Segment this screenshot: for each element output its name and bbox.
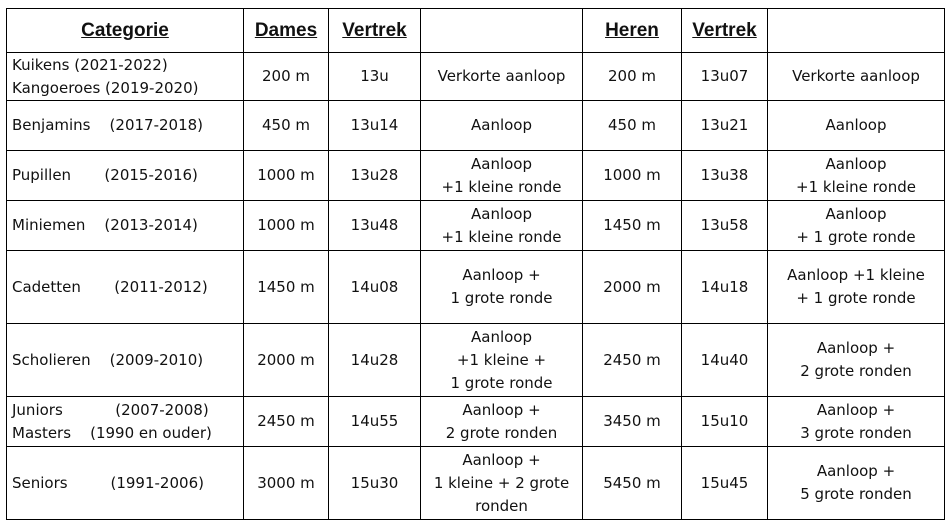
heren-parcours-cell [768,447,945,520]
table-row [7,397,945,447]
heren-parcours-cell [768,201,945,251]
header-vertrek-heren: Vertrek [682,9,768,53]
dames-parcours-cell-line: 1 grote ronde [450,289,553,307]
dames-parcours-cell-line: 1 grote ronde [450,373,553,392]
heren-parcours-cell-line: Aanloop [825,204,887,223]
category-cell-line: Masters (1990 en ouder) [12,423,212,442]
heren-distance-cell: 2000 m [583,251,682,324]
dames-distance-cell: 2450 m [244,397,329,447]
header-vertrek-dames: Vertrek [329,9,421,53]
table-row [7,324,945,397]
category-cell [7,447,244,520]
category-cell [7,101,244,151]
dames-parcours-cell-line: Aanloop [470,204,532,223]
heren-distance-cell: 450 m [583,101,682,151]
heren-parcours-cell-line: Aanloop + [816,400,896,419]
heren-vertrek-cell: 15u10 [682,397,768,447]
dames-distance-cell: 1450 m [244,251,329,324]
heren-parcours-cell-line: 5 grote ronden [800,485,912,503]
heren-vertrek-cell: 13u58 [682,201,768,251]
heren-parcours-cell [768,101,945,151]
dames-vertrek-cell: 15u30 [329,447,421,520]
table-row [7,101,945,151]
category-cell-line: Miniemen (2013-2014) [12,216,198,234]
heren-vertrek-cell: 13u21 [682,101,768,151]
dames-parcours-cell [421,151,583,201]
heren-parcours-cell-line: Aanloop [825,116,887,134]
schedule-table [6,8,945,520]
heren-distance-cell: 200 m [583,53,682,101]
heren-vertrek-cell: 14u40 [682,324,768,397]
dames-parcours-cell-line: +1 kleine ronde [441,177,562,196]
category-cell-line: Kuikens (2021-2022) [12,55,168,74]
table-row [7,447,945,520]
dames-parcours-cell-line: +1 kleine ronde [441,227,562,246]
dames-parcours-cell [421,447,583,520]
category-cell-line: Benjamins (2017-2018) [12,116,204,134]
dames-parcours-cell [421,53,583,101]
dames-parcours-cell-line: Aanloop [470,327,532,346]
dames-vertrek-cell: 14u28 [329,324,421,397]
dames-parcours-cell-line: Aanloop + [462,450,541,469]
heren-parcours-cell [768,251,945,324]
dames-parcours-cell-line: Verkorte aanloop [437,67,566,85]
heren-parcours-cell-line: Aanloop + [816,339,896,357]
heren-parcours-cell-line: + 1 grote ronde [796,289,916,307]
heren-distance-cell: 3450 m [583,397,682,447]
heren-parcours-cell-line: Aanloop [825,154,887,173]
category-cell-line: Kangoeroes (2019-2020) [12,78,199,97]
heren-vertrek-cell: 13u38 [682,151,768,201]
category-cell-line: Seniors (1991-2006) [12,473,204,492]
heren-parcours-cell-line: 3 grote ronden [800,423,912,442]
dames-vertrek-cell: 14u08 [329,251,421,324]
heren-parcours-cell-line: 2 grote ronden [800,362,912,380]
heren-vertrek-cell: 13u07 [682,53,768,101]
dames-parcours-cell [421,251,583,324]
heren-parcours-cell [768,151,945,201]
category-cell [7,201,244,251]
heren-vertrek-cell: 15u45 [682,447,768,520]
dames-parcours-cell [421,397,583,447]
table-row [7,151,945,201]
dames-parcours-cell-line: Aanloop [470,154,532,173]
heren-vertrek-cell: 14u18 [682,251,768,324]
category-cell-line: Scholieren (2009-2010) [12,350,204,369]
category-cell-line: Pupillen (2015-2016) [12,166,198,184]
table-row [7,53,945,101]
dames-distance-cell: 2000 m [244,324,329,397]
table-row [7,201,945,251]
heren-parcours-cell-line: Aanloop + [816,462,896,480]
heren-distance-cell: 1450 m [583,201,682,251]
heren-parcours-cell [768,397,945,447]
heren-parcours-cell-line: +1 kleine ronde [796,177,916,196]
dames-vertrek-cell: 13u48 [329,201,421,251]
dames-vertrek-cell: 13u28 [329,151,421,201]
dames-distance-cell: 1000 m [244,151,329,201]
dames-parcours-cell [421,201,583,251]
category-cell-line: Juniors (2007-2008) [12,400,209,419]
header-heren: Heren [583,9,682,53]
heren-parcours-cell-line: Aanloop +1 kleine [787,266,925,284]
header-categorie: Categorie [7,9,244,53]
dames-parcours-cell-line: 2 grote ronden [445,423,558,442]
dames-distance-cell: 3000 m [244,447,329,520]
category-cell [7,397,244,447]
category-cell [7,324,244,397]
dames-parcours-cell [421,101,583,151]
heren-parcours-cell [768,324,945,397]
dames-vertrek-cell: 13u14 [329,101,421,151]
dames-parcours-cell-line: Aanloop [470,116,532,134]
heren-parcours-cell-line: + 1 grote ronde [796,227,916,246]
header-parcours-heren [768,9,945,53]
category-cell [7,53,244,101]
dames-parcours-cell-line: ronden [475,496,528,515]
dames-distance-cell: 450 m [244,101,329,151]
heren-parcours-cell [768,53,945,101]
dames-parcours-cell [421,324,583,397]
dames-distance-cell: 200 m [244,53,329,101]
heren-distance-cell: 2450 m [583,324,682,397]
table-row [7,251,945,324]
header-row [7,9,945,53]
heren-parcours-cell-line: Verkorte aanloop [792,67,920,85]
heren-distance-cell: 5450 m [583,447,682,520]
dames-vertrek-cell: 13u [329,53,421,101]
category-cell [7,251,244,324]
dames-parcours-cell-line: Aanloop + [462,266,541,284]
category-cell-line: Cadetten (2011-2012) [12,277,208,296]
header-parcours-dames [421,9,583,53]
category-cell [7,151,244,201]
dames-parcours-cell-line: Aanloop + [462,400,541,419]
dames-distance-cell: 1000 m [244,201,329,251]
heren-distance-cell: 1000 m [583,151,682,201]
dames-vertrek-cell: 14u55 [329,397,421,447]
dames-parcours-cell-line: 1 kleine + 2 grote [433,473,570,492]
header-dames: Dames [244,9,329,53]
dames-parcours-cell-line: +1 kleine + [456,350,547,369]
